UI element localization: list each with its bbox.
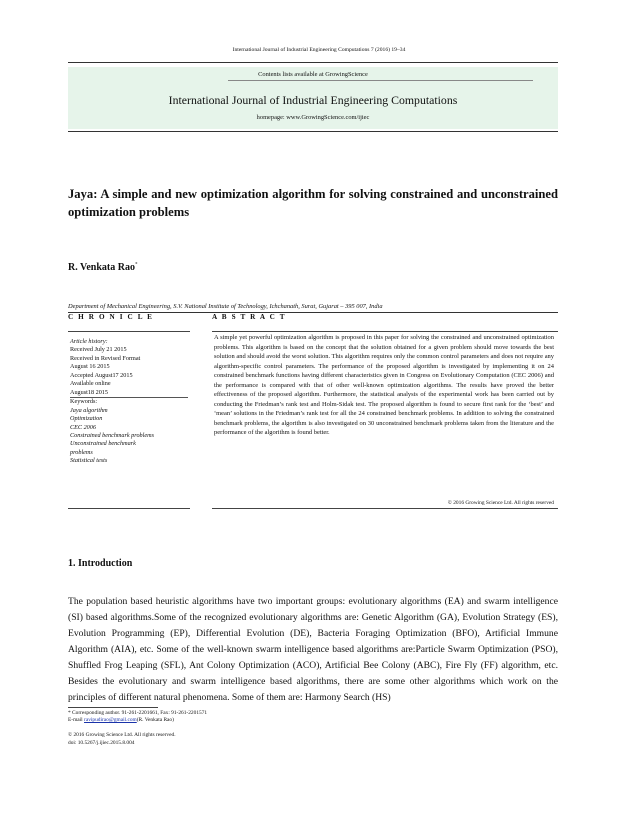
- keyword-item: Unconstrained benchmark: [70, 440, 136, 448]
- history-item: Available online: [70, 380, 111, 388]
- history-item: August 16 2015: [70, 363, 110, 371]
- contents-line: Contents lists available at GrowingScience: [258, 71, 368, 78]
- footnote-rule: [68, 707, 158, 708]
- abstract-text: A simple yet powerful optimization algorithm is proposed in this paper for solving the constrained and unconstrained optimization problems. This algorithm is based on the concept that the solution obtained for a given problem should move towards the best solution and should avoid the worst solution. This algorithm requires only the common control parameters and does not require any algorithm-specific control parameters. The performance of the proposed algorithm is investigated by implementing it on 24 constrained benchmark functions having different characteristics given in Congress on Evolutionary Computation (CEC 2006) and the performance is compared with that of other well-known optimization algorithms. The results have proved the better effectiveness of the proposed algorithm. Furthermore, the statistical analysis of the experimental work has been carried out by conducting the Friedman’s rank test and Holm-Sidak test. The proposed algorithm is found to secure first rank for the ‘best’ and ‘mean’ solutions in the Friedman’s rank test for all the 24 constrained benchmark problems. In addition to solving the constrained benchmark problems, the algorithm is also investigated on 30 unconstrained benchmark problems taken from the literature and the performance of the algorithm is found better.: [214, 334, 554, 436]
- abstract-heading: A B S T R A C T: [212, 313, 287, 321]
- email-prefix: E-mail: [68, 717, 85, 723]
- author-line: [68, 262, 137, 273]
- history-item: Received in Revised Format: [70, 354, 141, 362]
- chronicle-bottom-rule: [68, 508, 190, 509]
- journal-title: International Journal of Industrial Engineering Computations: [168, 93, 458, 107]
- abstract-copyright: © 2016 Growing Science Ltd. All rights reserved: [447, 500, 554, 506]
- masthead-rule: [68, 131, 558, 132]
- affiliation: Department of Mechanical Engineering, S.V. National Institute of Technology, Ichchanath, Surat, Gujarat – 395 007, India: [68, 303, 383, 310]
- chronicle-top-rule: [68, 331, 190, 332]
- keyword-item: Statistical tests: [70, 457, 108, 465]
- corresponding-mark: *: [134, 262, 138, 268]
- footer-copyright: © 2016 Growing Science Ltd. All rights reserved.: [68, 732, 176, 738]
- email-suffix: (R. Venkata Rao): [136, 717, 174, 723]
- author-name: R. Venkata Rao: [68, 262, 135, 273]
- email-line: [68, 717, 174, 724]
- article-info: [70, 338, 190, 466]
- chronicle-heading: C H R O N I C L E: [68, 313, 154, 321]
- corresponding-note: * Corresponding author. 91-261-2201661, Fax: 91-261-2201571: [68, 710, 208, 716]
- abstract-bottom-rule: [212, 508, 558, 509]
- keywords-label: Keywords:: [70, 397, 188, 406]
- keyword-item: Constrained benchmark problems: [70, 431, 154, 439]
- doi[interactable]: doi: 10.5267/j.ijiec.2015.8.004: [68, 740, 135, 746]
- journal-masthead: [68, 67, 558, 129]
- introduction-text: The population based heuristic algorithms have two important groups: evolutionary algorithms (EA) and swarm intelligence (SI) based algorithms.Some of the recognized evolutionary algorithms are: Genetic Algorithm (GA), Evolution Strategy (ES), Evolution Programming (EP), Differential Evolution (DE), Bacteria Foraging Optimization (BFO), Artificial Immune Algorithm (AIA), etc. Some of the well-known swarm intelligence based algorithms are:Particle Swarm Optimization (PSO), Shuffled Frog Leaping (SFL), Ant Colony Optimization (ACO), Artificial Bee Colony (ABC), Fire Fly (FF) algorithm, etc. Besides the evolutionary and swarm intelligence based algorithms, there are some other algorithms which work on the principles of different natural phenomena. Some of them are: Harmony Search (HS): [68, 596, 558, 703]
- history-item: Accepted August17 2015: [70, 371, 133, 379]
- header-rule: [68, 62, 558, 63]
- paper-title: Jaya: A simple and new optimization algorithm for solving constrained and unconstrained optimization problems: [68, 187, 558, 219]
- abstract-top-rule: [212, 331, 558, 332]
- section-heading: 1. Introduction: [68, 558, 133, 569]
- keyword-item: Optimization: [70, 415, 103, 423]
- history-item: August18 2015: [70, 388, 108, 396]
- history-item: Received July 21 2015: [70, 346, 127, 354]
- keyword-item: Jaya algorithm: [70, 406, 108, 414]
- history-label: Article history:: [70, 338, 108, 345]
- keyword-item: CEC 2006: [70, 423, 96, 431]
- journal-homepage[interactable]: homepage: www.GrowingScience.com/ijiec: [256, 114, 370, 121]
- email-link[interactable]: ravipudirao@gmail.com: [84, 717, 137, 723]
- keyword-item: problems: [70, 448, 93, 456]
- running-head: International Journal of Industrial Engineering Computations 7 (2016) 19–34: [232, 47, 406, 53]
- masthead-divider: [228, 80, 533, 81]
